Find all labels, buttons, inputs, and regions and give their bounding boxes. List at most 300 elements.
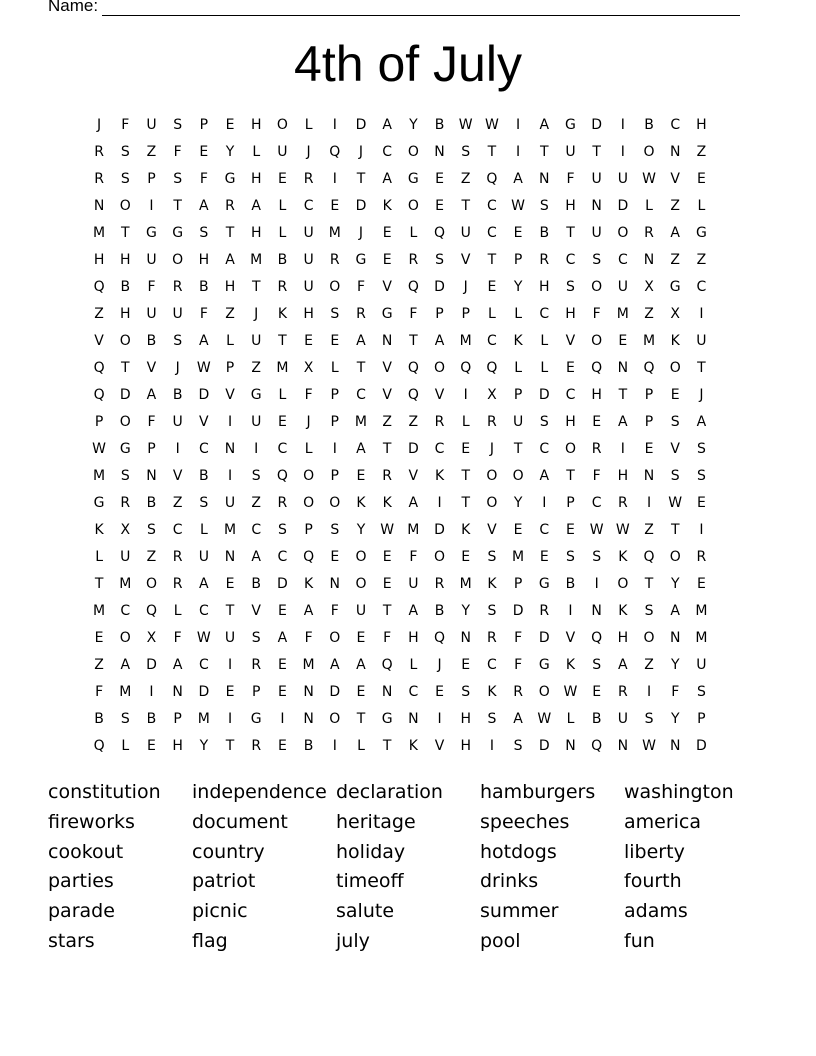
grid-letter: C bbox=[487, 224, 497, 241]
grid-letter: A bbox=[670, 602, 680, 619]
grid-letter: I bbox=[463, 386, 468, 403]
grid-letter: S bbox=[487, 548, 497, 565]
grid-letter: B bbox=[120, 278, 131, 295]
grid-letter: M bbox=[642, 332, 656, 349]
grid-letter: G bbox=[381, 710, 393, 727]
grid-letter: I bbox=[332, 737, 337, 754]
grid-letter: H bbox=[172, 737, 183, 754]
grid-letter: H bbox=[224, 278, 236, 295]
grid-letter: A bbox=[277, 629, 288, 646]
grid-letter: W bbox=[642, 170, 656, 187]
grid-letter: Z bbox=[408, 413, 419, 430]
grid-letter: L bbox=[330, 359, 339, 376]
grid-letter: W bbox=[537, 710, 552, 727]
grid-letter: P bbox=[304, 521, 313, 538]
grid-letter: Y bbox=[225, 143, 235, 160]
grid-letter: U bbox=[251, 332, 262, 349]
grid-letter: Z bbox=[94, 305, 104, 322]
grid-letter: W bbox=[668, 494, 683, 511]
grid-letter: J bbox=[437, 656, 442, 673]
grid-letter: R bbox=[329, 251, 340, 268]
grid-letter: O bbox=[329, 629, 341, 646]
grid-letter: V bbox=[460, 251, 471, 268]
grid-letter: G bbox=[146, 224, 157, 241]
grid-letter: U bbox=[696, 656, 707, 673]
grid-letter: S bbox=[592, 251, 602, 268]
grid-letter: E bbox=[225, 683, 235, 700]
grid-row bbox=[86, 138, 715, 165]
grid-letter: Y bbox=[513, 278, 523, 295]
grid-letter: D bbox=[198, 683, 210, 700]
grid-letter: C bbox=[487, 197, 497, 214]
grid-letter: Q bbox=[407, 278, 419, 295]
grid-letter: S bbox=[277, 521, 287, 538]
grid-letter: A bbox=[199, 332, 209, 349]
grid-letter: H bbox=[303, 305, 314, 322]
grid-letter: E bbox=[487, 278, 497, 295]
grid-letter: R bbox=[277, 494, 288, 511]
grid-row bbox=[86, 489, 715, 516]
grid-letter: B bbox=[199, 467, 209, 484]
grid-letter: C bbox=[172, 521, 183, 538]
grid-letter: H bbox=[460, 737, 471, 754]
grid-letter: T bbox=[461, 467, 470, 484]
grid-letter: M bbox=[119, 575, 132, 592]
word-bank-item: america bbox=[624, 810, 702, 833]
grid-letter: E bbox=[199, 143, 209, 160]
grid-letter: U bbox=[277, 143, 288, 160]
grid-letter: Q bbox=[145, 602, 157, 619]
grid-letter: Q bbox=[434, 629, 446, 646]
grid-letter: F bbox=[121, 116, 130, 133]
grid-letter: Q bbox=[93, 386, 105, 403]
grid-letter: S bbox=[199, 224, 209, 241]
grid-letter: Z bbox=[696, 143, 707, 160]
grid-letter: P bbox=[330, 467, 339, 484]
word-bank-item: patriot bbox=[192, 870, 256, 893]
grid-letter: G bbox=[224, 170, 236, 187]
word-bank-item: hotdogs bbox=[480, 840, 557, 863]
grid-letter: P bbox=[330, 413, 339, 430]
grid-letter: L bbox=[540, 332, 549, 349]
grid-letter: L bbox=[566, 710, 575, 727]
grid-letter: T bbox=[670, 521, 680, 538]
grid-letter: M bbox=[302, 656, 315, 673]
grid-letter: P bbox=[513, 386, 523, 403]
grid-letter: E bbox=[696, 494, 706, 511]
grid-letter: E bbox=[513, 224, 523, 241]
grid-letter: U bbox=[512, 413, 524, 430]
grid-letter: O bbox=[355, 548, 367, 565]
grid-letter: A bbox=[382, 170, 392, 187]
grid-letter: N bbox=[539, 170, 550, 187]
grid-letter: H bbox=[565, 305, 576, 322]
grid-letter: P bbox=[330, 386, 339, 403]
grid-row bbox=[86, 408, 715, 435]
grid-letter: P bbox=[147, 170, 156, 187]
grid-letter: I bbox=[149, 683, 154, 700]
grid-letter: T bbox=[94, 575, 104, 592]
grid-letter: N bbox=[643, 251, 655, 268]
grid-letter: C bbox=[198, 656, 209, 673]
grid-row bbox=[86, 624, 715, 651]
grid-letter: E bbox=[435, 170, 444, 187]
grid-letter: A bbox=[513, 170, 523, 187]
grid-letter: A bbox=[251, 548, 261, 565]
grid-letter: H bbox=[250, 224, 262, 241]
grid-letter: M bbox=[695, 602, 708, 619]
grid-letter: V bbox=[408, 467, 419, 484]
grid-letter: F bbox=[304, 386, 313, 403]
grid-letter: F bbox=[330, 602, 339, 619]
grid-letter: C bbox=[487, 656, 497, 673]
grid-letter: Z bbox=[146, 548, 157, 565]
grid-letter: F bbox=[409, 548, 418, 565]
grid-letter: B bbox=[94, 710, 104, 727]
grid-letter: R bbox=[434, 575, 445, 592]
grid-letter: V bbox=[225, 386, 235, 403]
grid-letter: R bbox=[696, 548, 707, 565]
word-bank-item: document bbox=[192, 810, 288, 833]
grid-letter: R bbox=[120, 494, 131, 511]
grid-letter: G bbox=[250, 386, 262, 403]
grid-letter: F bbox=[514, 629, 523, 646]
grid-letter: N bbox=[224, 548, 236, 565]
grid-letter: R bbox=[277, 278, 288, 295]
grid-letter: I bbox=[516, 116, 521, 133]
grid-letter: D bbox=[538, 629, 550, 646]
grid-row bbox=[86, 543, 715, 570]
grid-letter: B bbox=[644, 116, 654, 133]
grid-letter: U bbox=[591, 224, 602, 241]
grid-letter: S bbox=[644, 602, 654, 619]
grid-letter: E bbox=[696, 170, 706, 187]
grid-row bbox=[86, 678, 715, 705]
word-bank-item: parade bbox=[48, 900, 115, 923]
grid-letter: I bbox=[646, 683, 652, 700]
grid-letter: T bbox=[356, 170, 366, 187]
grid-letter: P bbox=[697, 710, 706, 727]
grid-letter: W bbox=[615, 521, 630, 538]
grid-letter: V bbox=[670, 170, 680, 187]
grid-letter: K bbox=[408, 737, 418, 754]
grid-letter: D bbox=[434, 521, 445, 538]
grid-letter: A bbox=[434, 332, 445, 349]
grid-letter: M bbox=[93, 224, 106, 241]
grid-letter: E bbox=[566, 521, 575, 538]
grid-letter: T bbox=[513, 440, 523, 457]
grid-letter: S bbox=[670, 413, 680, 430]
grid-letter: O bbox=[486, 494, 498, 511]
grid-letter: F bbox=[199, 170, 208, 187]
grid-letter: K bbox=[304, 575, 314, 592]
grid-letter: E bbox=[147, 737, 156, 754]
grid-letter: P bbox=[199, 116, 209, 133]
grid-letter: V bbox=[382, 278, 392, 295]
grid-letter: T bbox=[592, 143, 601, 160]
grid-letter: K bbox=[618, 548, 628, 565]
grid-letter: R bbox=[172, 548, 183, 565]
grid-letter: U bbox=[172, 305, 183, 322]
grid-letter: E bbox=[539, 548, 549, 565]
grid-letter: S bbox=[173, 332, 183, 349]
grid-letter: S bbox=[461, 143, 471, 160]
grid-letter: H bbox=[93, 251, 105, 268]
grid-letter: T bbox=[225, 224, 235, 241]
grid-letter: G bbox=[250, 710, 262, 727]
grid-letter: M bbox=[354, 413, 368, 430]
grid-letter: Y bbox=[409, 116, 418, 133]
grid-letter: K bbox=[277, 305, 287, 322]
grid-letter: K bbox=[513, 332, 523, 349]
grid-letter: V bbox=[487, 521, 497, 538]
grid-letter: W bbox=[589, 521, 604, 538]
grid-letter: L bbox=[697, 197, 706, 214]
grid-row bbox=[86, 165, 715, 192]
grid-letter: T bbox=[566, 467, 575, 484]
grid-letter: U bbox=[355, 602, 367, 619]
grid-letter: F bbox=[383, 629, 392, 646]
grid-letter: A bbox=[513, 710, 523, 727]
grid-letter: O bbox=[643, 143, 655, 160]
grid-letter: I bbox=[646, 494, 652, 511]
grid-letter: D bbox=[407, 440, 419, 457]
grid-letter: U bbox=[460, 224, 471, 241]
grid-letter: Q bbox=[407, 359, 419, 376]
grid-letter: P bbox=[461, 305, 470, 322]
grid-letter: O bbox=[538, 683, 550, 700]
grid-letter: F bbox=[304, 629, 313, 646]
grid-letter: L bbox=[540, 359, 549, 376]
word-bank-item: drinks bbox=[480, 870, 539, 893]
grid-letter: K bbox=[461, 521, 471, 538]
grid-letter: I bbox=[620, 143, 625, 160]
grid-letter: Z bbox=[382, 413, 392, 430]
grid-letter: W bbox=[458, 116, 473, 133]
word-bank-item: fireworks bbox=[48, 810, 135, 833]
grid-letter: A bbox=[146, 386, 157, 403]
grid-letter: A bbox=[408, 602, 419, 619]
grid-letter: F bbox=[147, 413, 156, 430]
grid-letter: L bbox=[226, 332, 234, 349]
grid-letter: K bbox=[670, 332, 680, 349]
grid-letter: U bbox=[146, 251, 157, 268]
grid-letter: M bbox=[223, 521, 237, 538]
grid-letter: N bbox=[381, 332, 393, 349]
grid-letter: O bbox=[434, 548, 446, 565]
grid-letter: N bbox=[460, 629, 471, 646]
grid-row bbox=[86, 732, 715, 759]
grid-letter: P bbox=[435, 305, 444, 322]
grid-letter: E bbox=[356, 683, 366, 700]
grid-letter: F bbox=[592, 467, 601, 484]
grid-letter: O bbox=[669, 548, 681, 565]
grid-letter: O bbox=[669, 359, 681, 376]
grid-letter: D bbox=[512, 602, 524, 619]
grid-letter: W bbox=[511, 197, 526, 214]
grid-letter: V bbox=[382, 359, 392, 376]
grid-letter: C bbox=[356, 386, 366, 403]
grid-row bbox=[86, 327, 715, 354]
grid-letter: V bbox=[434, 737, 445, 754]
grid-letter: D bbox=[617, 197, 629, 214]
grid-letter: X bbox=[487, 386, 497, 403]
grid-letter: R bbox=[382, 467, 393, 484]
grid-letter: H bbox=[565, 197, 576, 214]
grid-row bbox=[86, 597, 715, 624]
grid-letter: F bbox=[671, 683, 680, 700]
grid-letter: H bbox=[460, 710, 471, 727]
grid-letter: I bbox=[568, 602, 573, 619]
grid-letter: S bbox=[566, 278, 575, 295]
grid-letter: K bbox=[618, 602, 628, 619]
grid-letter: E bbox=[356, 629, 366, 646]
grid-letter: A bbox=[329, 656, 340, 673]
grid-letter: D bbox=[119, 386, 131, 403]
grid-letter: T bbox=[487, 143, 497, 160]
grid-letter: S bbox=[173, 116, 183, 133]
word-bank-item: country bbox=[192, 840, 265, 863]
grid-letter: T bbox=[278, 332, 287, 349]
grid-letter: F bbox=[409, 305, 418, 322]
grid-letter: E bbox=[382, 224, 392, 241]
grid-letter: Y bbox=[670, 575, 680, 592]
grid-letter: H bbox=[120, 305, 131, 322]
grid-letter: R bbox=[434, 413, 445, 430]
grid-letter: O bbox=[329, 710, 341, 727]
grid-letter: H bbox=[617, 629, 629, 646]
grid-letter: B bbox=[539, 224, 550, 241]
grid-letter: O bbox=[329, 494, 341, 511]
grid-letter: I bbox=[542, 494, 547, 511]
grid-letter: R bbox=[172, 278, 183, 295]
grid-letter: R bbox=[617, 683, 628, 700]
grid-row bbox=[86, 219, 715, 246]
grid-letter: A bbox=[199, 197, 209, 214]
grid-letter: Q bbox=[93, 359, 105, 376]
grid-letter: M bbox=[616, 305, 629, 322]
grid-letter: T bbox=[644, 575, 654, 592]
grid-letter: Z bbox=[94, 656, 104, 673]
grid-letter: I bbox=[437, 710, 442, 727]
grid-letter: N bbox=[434, 143, 445, 160]
grid-letter: D bbox=[434, 278, 445, 295]
grid-letter: D bbox=[591, 116, 603, 133]
grid-letter: T bbox=[540, 143, 549, 160]
grid-letter: F bbox=[147, 278, 156, 295]
grid-letter: S bbox=[120, 170, 130, 187]
grid-letter: Q bbox=[381, 656, 393, 673]
grid-letter: E bbox=[330, 197, 340, 214]
grid-letter: P bbox=[94, 413, 104, 430]
grid-letter: W bbox=[484, 116, 499, 133]
grid-letter: P bbox=[513, 251, 523, 268]
grid-letter: J bbox=[489, 440, 494, 457]
grid-letter: J bbox=[358, 143, 364, 160]
grid-letter: S bbox=[120, 143, 130, 160]
grid-letter: L bbox=[199, 521, 208, 538]
word-search-grid bbox=[86, 111, 715, 759]
grid-letter: W bbox=[380, 521, 395, 538]
grid-letter: Z bbox=[251, 359, 262, 376]
grid-letter: K bbox=[487, 575, 497, 592]
grid-letter: U bbox=[120, 548, 131, 565]
grid-letter: R bbox=[487, 413, 497, 430]
grid-letter: E bbox=[513, 521, 523, 538]
grid-letter: M bbox=[459, 575, 472, 592]
grid-letter: O bbox=[329, 278, 341, 295]
grid-letter: E bbox=[382, 251, 392, 268]
grid-letter: L bbox=[304, 440, 313, 457]
grid-letter: I bbox=[254, 440, 259, 457]
grid-letter: D bbox=[277, 575, 288, 592]
grid-letter: S bbox=[120, 467, 130, 484]
word-bank-item: july bbox=[336, 929, 370, 952]
grid-letter: E bbox=[670, 386, 680, 403]
grid-letter: N bbox=[408, 710, 419, 727]
grid-letter: I bbox=[620, 440, 625, 457]
grid-letter: S bbox=[539, 413, 549, 430]
grid-letter: G bbox=[355, 251, 367, 268]
grid-letter: M bbox=[459, 332, 472, 349]
grid-letter: S bbox=[592, 656, 602, 673]
grid-letter: J bbox=[97, 116, 102, 133]
grid-letter: L bbox=[278, 386, 287, 403]
grid-letter: Q bbox=[486, 359, 498, 376]
grid-letter: R bbox=[487, 629, 497, 646]
grid-letter: E bbox=[277, 170, 287, 187]
word-bank-item: salute bbox=[336, 900, 395, 923]
grid-letter: G bbox=[695, 224, 707, 241]
grid-letter: P bbox=[225, 359, 235, 376]
grid-letter: O bbox=[407, 197, 419, 214]
grid-letter: W bbox=[92, 440, 107, 457]
grid-letter: I bbox=[227, 710, 233, 727]
grid-letter: E bbox=[461, 440, 471, 457]
grid-letter: C bbox=[617, 251, 628, 268]
grid-letter: O bbox=[434, 359, 446, 376]
grid-letter: P bbox=[513, 575, 523, 592]
grid-letter: X bbox=[146, 629, 157, 646]
grid-letter: T bbox=[121, 224, 130, 241]
grid-letter: J bbox=[306, 413, 311, 430]
grid-letter: A bbox=[303, 602, 314, 619]
grid-letter: N bbox=[643, 467, 655, 484]
grid-letter: S bbox=[173, 170, 183, 187]
grid-letter: R bbox=[539, 602, 550, 619]
grid-letter: R bbox=[644, 224, 654, 241]
grid-letter: V bbox=[199, 413, 209, 430]
grid-letter: C bbox=[408, 683, 419, 700]
grid-letter: O bbox=[407, 143, 419, 160]
grid-letter: E bbox=[225, 116, 235, 133]
grid-letter: N bbox=[591, 602, 602, 619]
grid-letter: O bbox=[617, 575, 629, 592]
grid-letter: A bbox=[172, 656, 183, 673]
word-bank-item: holiday bbox=[336, 840, 406, 863]
grid-letter: C bbox=[539, 440, 550, 457]
grid-letter: G bbox=[538, 575, 550, 592]
grid-letter: M bbox=[695, 629, 708, 646]
grid-letter: O bbox=[355, 575, 367, 592]
grid-letter: F bbox=[356, 278, 365, 295]
word-bank-item: picnic bbox=[192, 900, 248, 923]
grid-letter: O bbox=[119, 197, 131, 214]
word-bank-item: summer bbox=[480, 900, 559, 923]
name-field bbox=[48, 0, 740, 16]
grid-letter: C bbox=[539, 305, 550, 322]
grid-letter: L bbox=[357, 737, 365, 754]
